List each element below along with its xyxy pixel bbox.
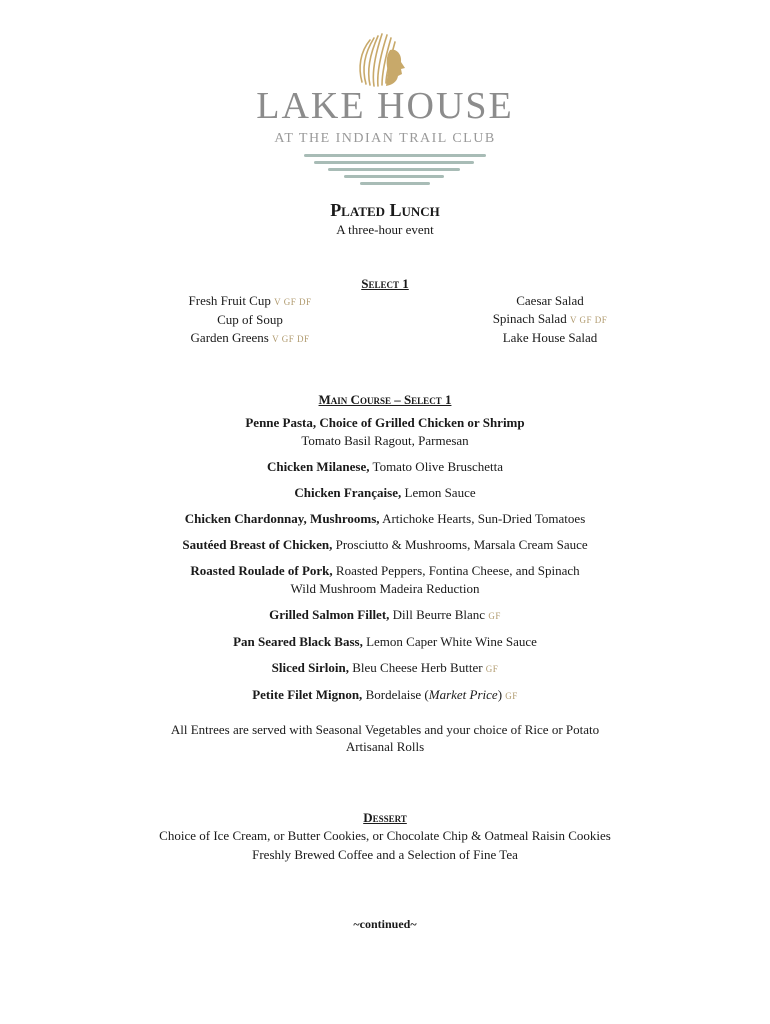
select1-right-column: [450, 292, 650, 347]
water-waves-icon: [300, 152, 490, 188]
dish-item: Roasted Roulade of Pork, Roasted Peppers, Fontina Cheese, and Spinach Wild Mushroom Madeira Reduction: [190, 563, 580, 596]
diet-tags: V GF DF: [569, 315, 608, 325]
dish-item: Sautéed Breast of Chicken, Prosciutto & Mushrooms, Marsala Cream Sauce: [182, 537, 588, 552]
dish-item: Penne Pasta, Choice of Grilled Chicken or Shrimp Tomato Basil Ragout, Parmesan: [245, 415, 525, 448]
diet-tags: V GF DF: [274, 297, 312, 307]
dish-item: Petite Filet Mignon, Bordelaise (Market Price) GF: [252, 687, 518, 702]
dish-item: Sliced Sirloin, Bleu Cheese Herb Butter GF: [271, 660, 499, 675]
dish-item: Chicken Milanese, Tomato Olive Bruschetta: [266, 459, 504, 474]
dish-item: Grilled Salmon Fillet, Dill Beurre Blanc GF: [269, 607, 501, 622]
diet-tags: GF: [488, 611, 501, 621]
dish-item: Pan Seared Black Bass, Lemon Caper White Wine Sauce: [233, 634, 537, 649]
page-title: Plated Lunch: [330, 200, 440, 220]
continued-label: ~continued~: [353, 917, 417, 931]
dish-item: Chicken Chardonnay, Mushrooms, Artichoke Hearts, Sun-Dried Tomatoes: [184, 511, 586, 526]
menu-item: Caesar Salad: [516, 293, 584, 308]
dessert-heading: Dessert: [363, 810, 407, 825]
diet-tags: GF: [505, 691, 518, 701]
menu-item: Spinach Salad V GF DF: [492, 311, 608, 326]
select1-left-column: [150, 292, 350, 348]
page-subtitle: A three-hour event: [336, 222, 434, 237]
logo-subtitle: AT THE INDIAN TRAIL CLUB: [274, 131, 496, 146]
diet-tags: V GF DF: [272, 334, 310, 344]
indian-head-logo-icon: [352, 28, 414, 92]
logo-title: LAKE HOUSE: [256, 85, 514, 127]
menu-item: Lake House Salad: [502, 330, 598, 345]
entree-note: All Entrees are served with Seasonal Vegetables and your choice of Rice or Potato Artisanal Rolls: [170, 722, 600, 754]
main-course-list: [0, 414, 770, 713]
menu-item: Garden Greens V GF DF: [190, 330, 310, 345]
diet-tags: GF: [485, 664, 499, 674]
select1-heading: Select 1: [361, 276, 409, 291]
dessert-line-2: Freshly Brewed Coffee and a Selection of Fine Tea: [252, 847, 518, 862]
dessert-line-1: Choice of Ice Cream, or Butter Cookies, or Chocolate Chip & Oatmeal Raisin Cookies: [159, 828, 611, 843]
main-course-heading: Main Course – Select 1: [318, 392, 452, 407]
menu-item: Fresh Fruit Cup V GF DF: [188, 293, 312, 308]
menu-item: Cup of Soup: [217, 312, 283, 327]
dish-item: Chicken Française, Lemon Sauce: [294, 485, 476, 500]
